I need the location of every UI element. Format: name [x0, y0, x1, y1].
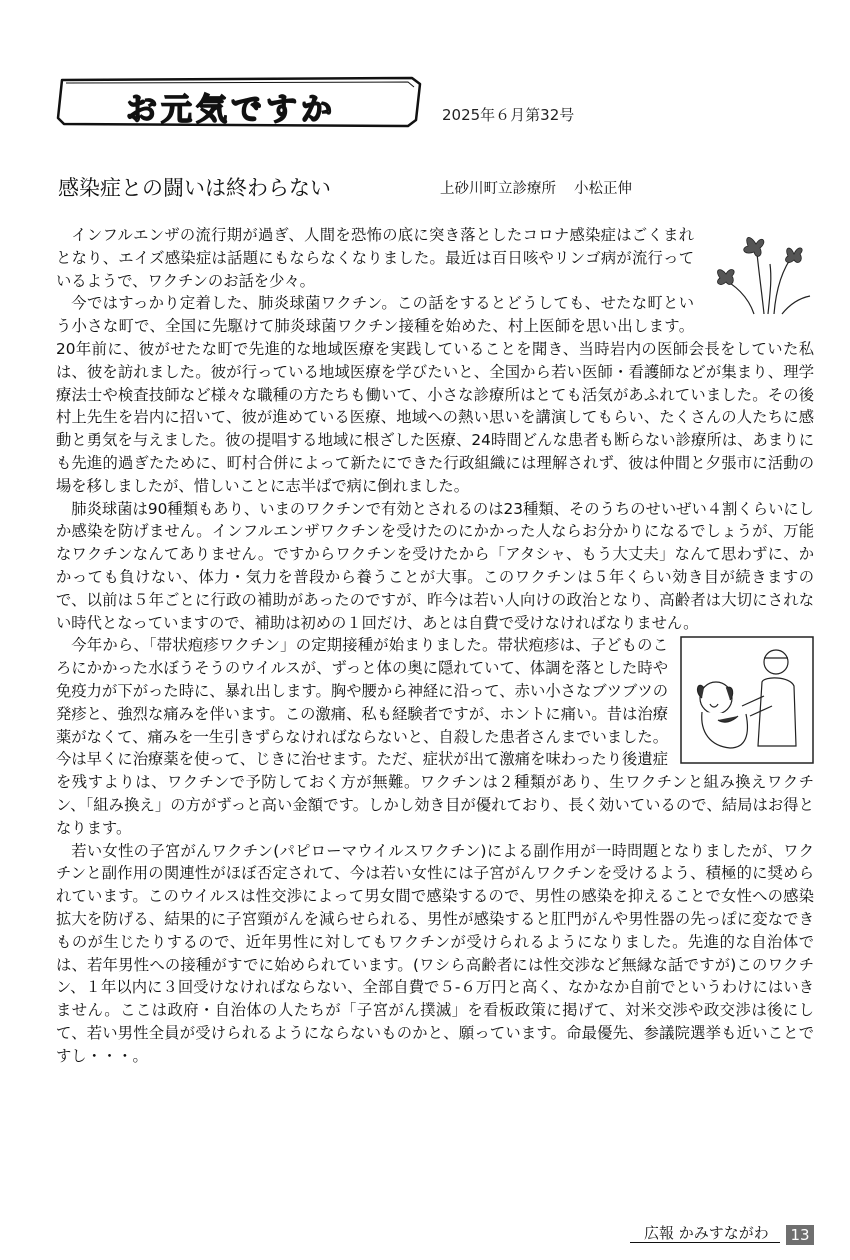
paragraph-1: インフルエンザの流行期が過ぎ、人間を恐怖の底に突き落としたコロナ感染症はごくまれとなり、エイズ感染症は話題にもならなくなりました。最近は百日咳やリンゴ病が流行っているようで、ワクチンのお話を少々。: [56, 226, 694, 290]
byline-affiliation: 上砂川町立診療所: [440, 181, 556, 197]
paragraph-5: 若い女性の子宮がんワクチン(パピローマウイルスワクチン)による副作用が一時問題となりましたが、ワクチンと副作用の関連性がほぼ否定されて、今は若い女性には子宮がんワクチンを受けるよう、積極的に奨められています。このウイルスは性交渉によって男女間で感染するので、男性の感染を抑えることで女性への感染拡大を防げる、結果的に子宮頸がんを減らせられる、男性が感染すると肛門がんや男性器の先っぽに変なできものが生じたりするので、近年男性に対してもワクチンが受けられるようになりました。先進的な自治体では、若年男性への接種がすでに始められています。(ワシら高齢者には性交渉など無縁な話ですが)このワクチン、１年以内に３回受けなければならない、全部自費で５-６万円と高く、なかなか自前でというわけにはいきません。ここは政府・自治体の人たちが「子宮がん撲滅」を看板政策に掲げて、対米交渉や政交渉は後にして、若い男性全員が受けられるようにならないものかと、願っています。命最優先、参議院選挙も近いことですし・・・。: [56, 841, 814, 1065]
byline-author: 小松正伸: [574, 181, 632, 197]
publication-name: 広報 かみすながわ: [644, 1224, 769, 1242]
article-body: [56, 224, 814, 1067]
masthead-title: お元気ですか: [126, 92, 336, 128]
paragraph-3: 肺炎球菌は90種類もあり、いまのワクチンで有効とされるのは23種類、そのうちのせいぜい４割くらいにしか感染を防げません。インフルエンザワクチンを受けたのにかかった人ならお分かりになるでしょうが、万能なワクチンなんてありません。ですからワクチンを受けたから「アタシャ、もう大丈夫」なんて思わずに、かかっても負けない、体力・気力を普段から養うことが大事。このワクチンは５年くらい効き目が続きますので、以前は５年ごとに行政の補助があったのですが、昨今は若い人向けの政治となり、高齢者は大切にされない時代となっていますので、補助は初めの１回だけ、あとは自費で受けなければなりません。: [56, 499, 814, 632]
page-number: 13: [786, 1225, 814, 1245]
iris-flower-illustration: [704, 224, 814, 316]
article-headline: 感染症との闘いは終わらない: [58, 176, 331, 200]
masthead: [56, 74, 428, 130]
footer-rule: [630, 1242, 780, 1243]
doctor-with-dog-illustration: [680, 636, 814, 764]
issue-number: 2025年６月第32号: [442, 106, 575, 124]
article-byline: [440, 177, 650, 198]
paragraph-2: 今ではすっかり定着した、肺炎球菌ワクチン。この話をするとどうしても、せたな町という小さな町で、全国に先駆けて肺炎球菌ワクチン接種を始めた、村上医師を思い出します。20年前に、彼がせたな町で先進的な地域医療を実践していることを聞き、当時岩内の医師会長をしていた私は、彼を訪れました。彼が行っている地域医療を学びたいと、全国から若い医師・看護師などが集まり、理学療法士や検査技師など様々な職種の方たちも働いて、小さな診療所はとても活気があふれていました。その後村上先生を岩内に招いて、彼が進めている医療、地域への熱い思いを講演してもらい、たくさんの人たちに感動と勇気を与えました。彼の提唱する地域に根ざした医療、24時間どんな患者も断らない診療所は、あまりにも先進的過ぎたために、町村合併によって新たにできた行政組織には理解されず、彼は仲間と夕張市に活動の場を移しましたが、惜しいことに志半ばで病に倒れました。: [56, 294, 814, 495]
page-footer: [630, 1222, 818, 1246]
paragraph-4: 今年から、「帯状疱疹ワクチン」の定期接種が始まりました。帯状疱疹は、子どものころにかかった水ぼうそうのウイルスが、ずっと体の奥に隠れていて、体調を落とした時や免疫力が下がった時に、暴れ出します。胸や腰から神経に沿って、赤い小さなブツブツの発疹と、強烈な痛みを伴います。この激痛、私も経験者ですが、ホントに痛い。昔は治療薬がなくて、痛みを一生引きずらなければならないと、自殺した患者さんまでいました。今は早くに治療薬を使って、じきに治せます。ただ、症状が出て激痛を味わったり後遺症を残すよりは、ワクチンで予防しておく方が無難。ワクチンは２種類があり、生ワクチンと組み換えワクチン、「組み換え」の方がずっと高い金額です。しかし効き目が優れており、長く効いているので、結局はお得となります。: [56, 636, 814, 837]
